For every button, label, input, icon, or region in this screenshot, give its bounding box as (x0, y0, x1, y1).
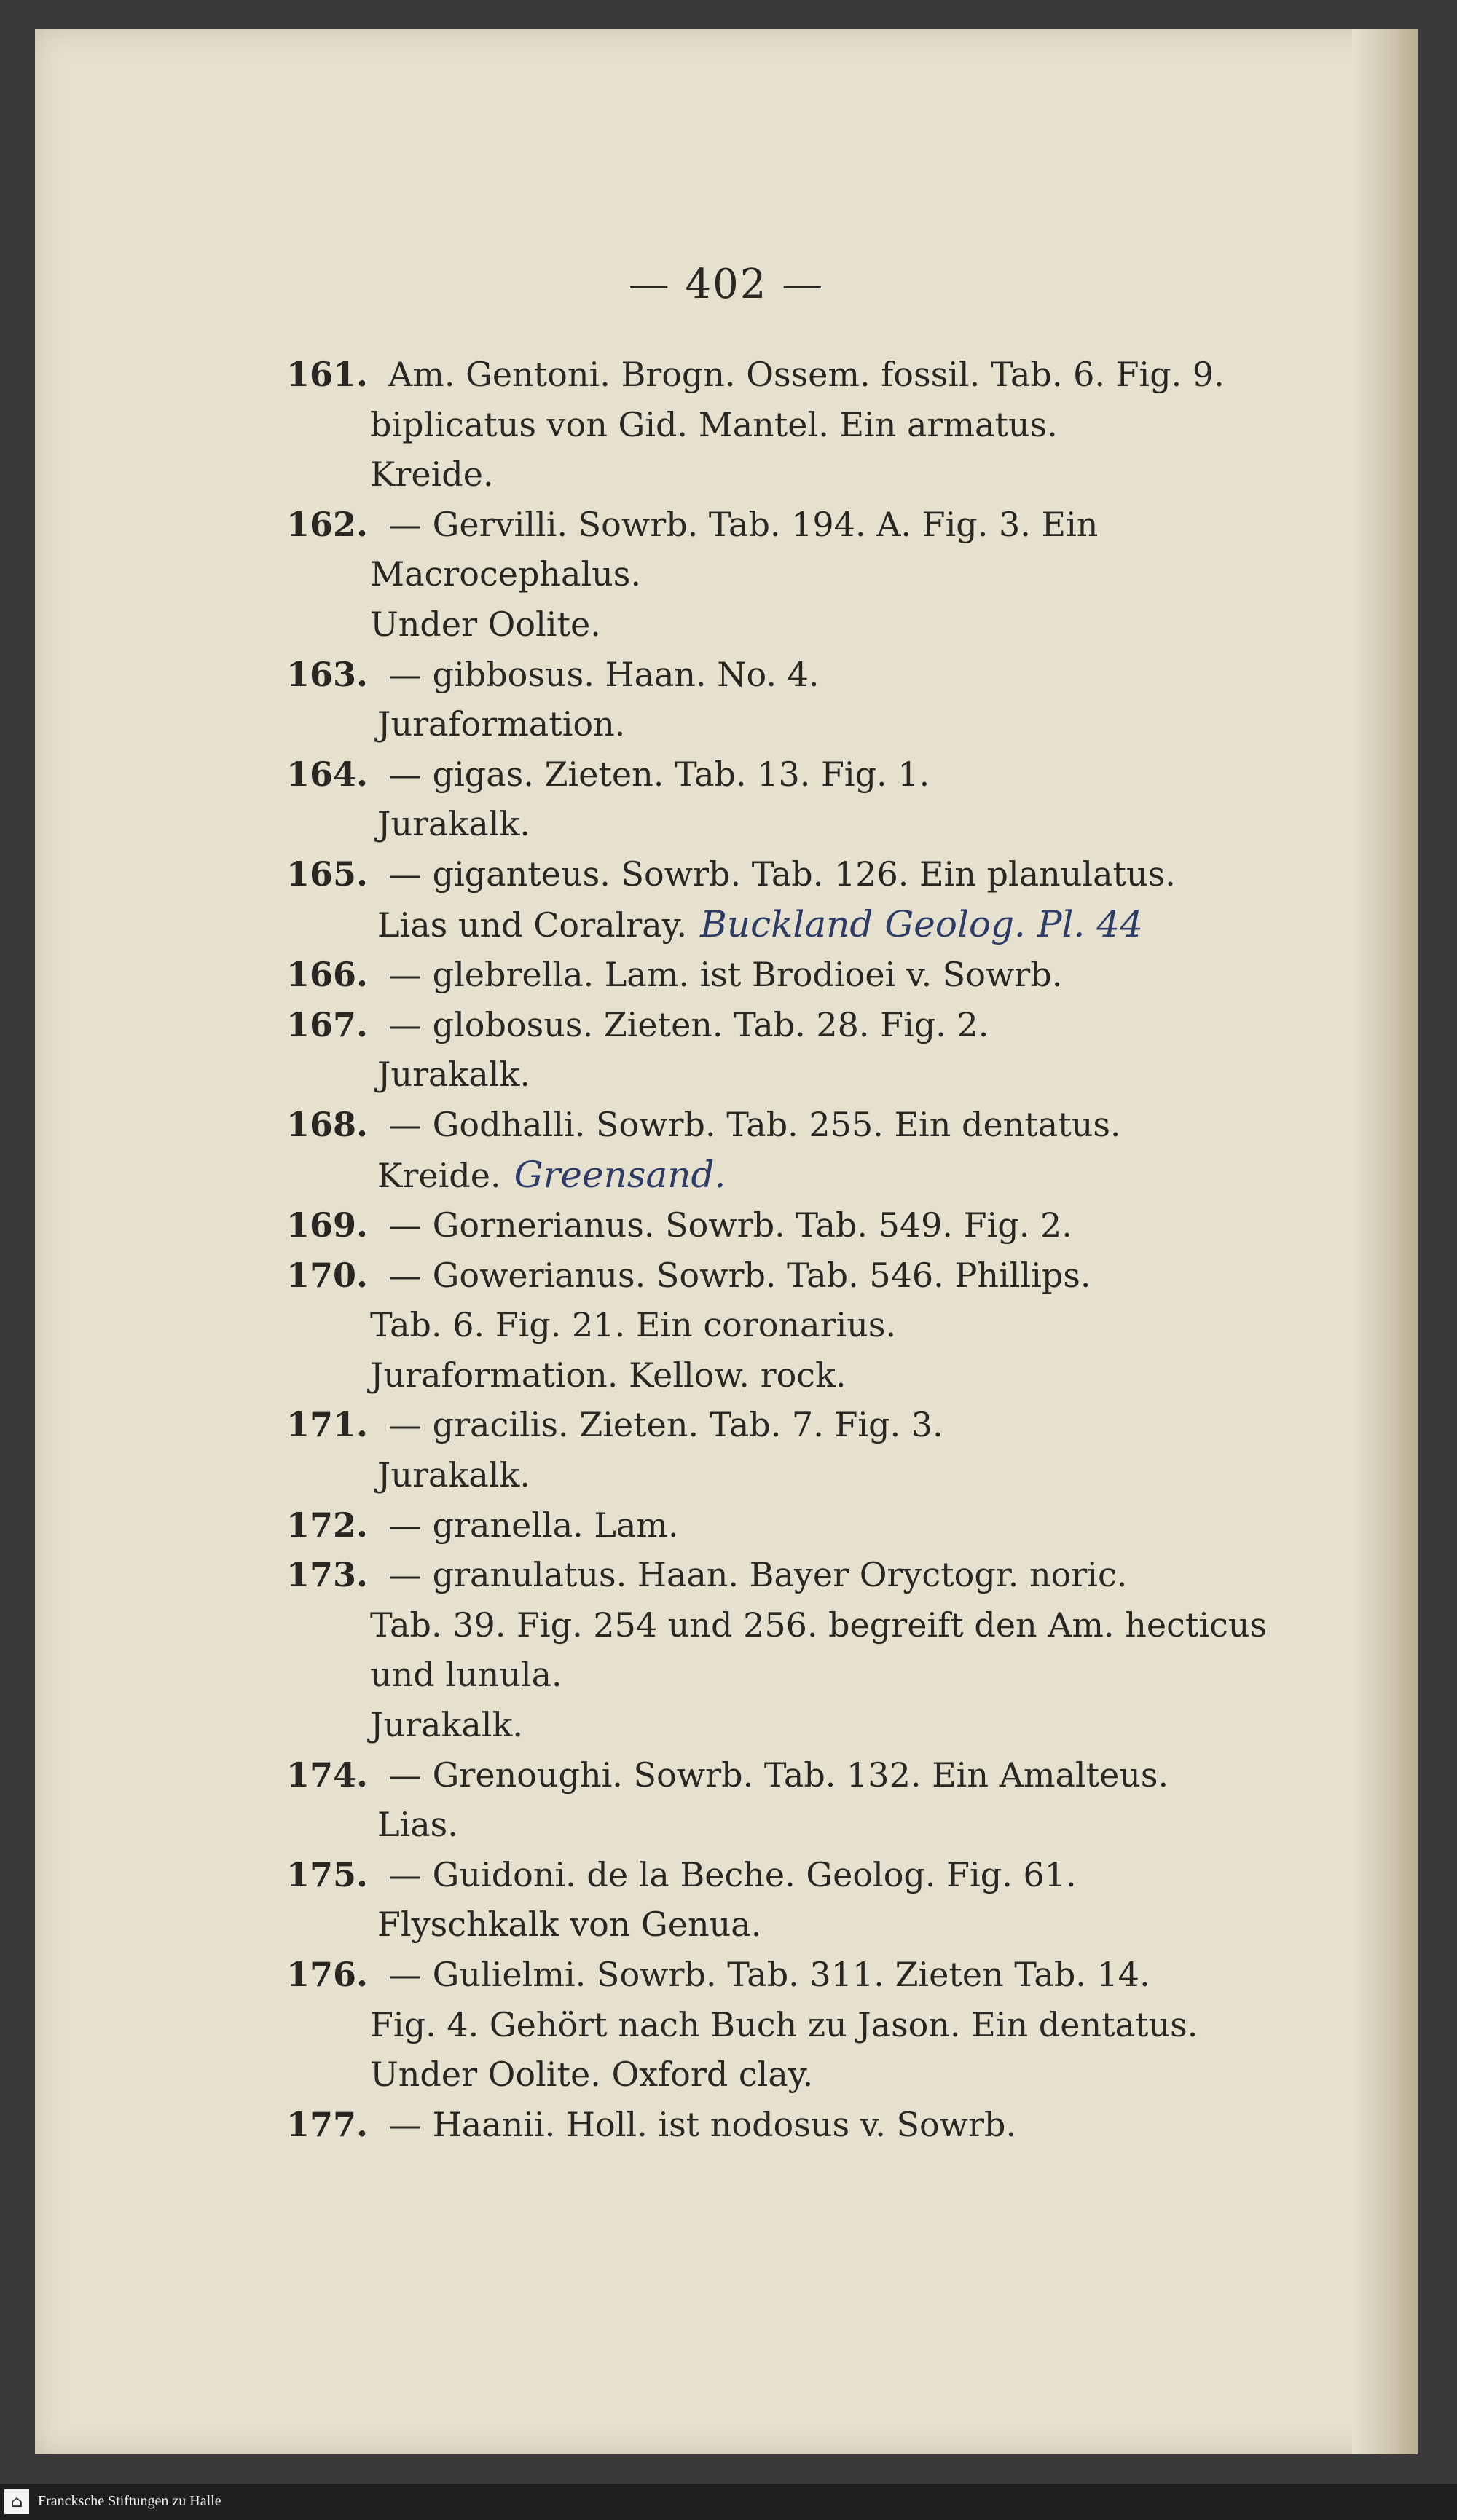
entry-number: 174. (286, 1755, 369, 1795)
entry-text: — Gervilli. Sowrb. Tab. 194. A. Fig. 3. Ein (388, 504, 1099, 544)
entry-161 (286, 350, 1357, 500)
entry-number: 164. (286, 754, 369, 794)
entry-number: 177. (286, 2104, 369, 2144)
entry-174 (286, 1750, 1357, 1850)
entry-168 (286, 1100, 1357, 1200)
entry-heading-line (286, 500, 1357, 550)
entry-text: — gibbosus. Haan. No. 4. (388, 654, 820, 694)
entry-number: 171. (286, 1405, 369, 1445)
entry-continuation-line (286, 1450, 1357, 1500)
entry-text: Jurakalk. (377, 1055, 530, 1095)
entry-continuation-line (286, 1899, 1357, 1950)
entry-166 (286, 950, 1357, 1000)
page-spine-shadow (1352, 29, 1418, 2454)
entry-170 (286, 1251, 1357, 1401)
entry-continuation-line (286, 1050, 1357, 1100)
entry-number: 168. (286, 1104, 369, 1144)
entry-text: Fig. 4. Gehört nach Buch zu Jason. Ein dentatus. (370, 2004, 1198, 2044)
entry-text: biplicatus von Gid. Mantel. Ein armatus. (370, 404, 1058, 444)
entry-text: Tab. 6. Fig. 21. Ein coronarius. (370, 1305, 897, 1345)
entry-text: Under Oolite. (370, 604, 601, 644)
entry-text: Kreide. (370, 454, 494, 495)
entry-heading-line (286, 350, 1357, 400)
entry-text: — Godhalli. Sowrb. Tab. 255. Ein dentatus. (388, 1104, 1121, 1144)
entry-continuation-line (286, 1300, 1357, 1350)
entry-number: 163. (286, 654, 369, 694)
entry-continuation-line (286, 400, 1357, 450)
entry-continuation-line (286, 1650, 1357, 1700)
footer-bar (0, 2484, 1457, 2520)
entry-continuation-line (286, 549, 1357, 599)
entry-continuation-line (286, 2050, 1357, 2100)
entry-171 (286, 1400, 1357, 1500)
entry-heading-line (286, 1750, 1357, 1800)
entry-167 (286, 1000, 1357, 1100)
entry-177 (286, 2100, 1357, 2150)
entry-text: Juraformation. (377, 704, 626, 744)
entry-text: Tab. 39. Fig. 254 und 256. begreift den Am. hecticus (370, 1604, 1268, 1645)
entry-continuation-line (286, 1150, 1357, 1201)
entry-heading-line (286, 1850, 1357, 1900)
entry-heading-line (286, 749, 1357, 800)
entry-heading-line (286, 1500, 1357, 1551)
entry-heading-line (286, 950, 1357, 1000)
entry-163 (286, 650, 1357, 749)
entry-heading-line (286, 1200, 1357, 1251)
entry-text: Jurakalk. (370, 1705, 523, 1745)
entry-number: 169. (286, 1205, 369, 1245)
page-number: — 402 — (628, 261, 825, 308)
entry-continuation-line (286, 1350, 1357, 1401)
entry-text: — glebrella. Lam. ist Brodioei v. Sowrb. (388, 955, 1063, 995)
entry-176 (286, 1950, 1357, 2100)
entry-text: — gracilis. Zieten. Tab. 7. Fig. 3. (388, 1405, 943, 1445)
handwritten-annotation: Greensand. (514, 1153, 726, 1196)
entry-number: 162. (286, 504, 369, 544)
book-page (35, 29, 1418, 2454)
entry-continuation-line (286, 799, 1357, 849)
entry-text: Lias und Coralray. (377, 905, 688, 945)
entry-text: — Haanii. Holl. ist nodosus v. Sowrb. (388, 2104, 1017, 2144)
entry-text: Under Oolite. Oxford clay. (370, 2055, 814, 2095)
entry-text: Am. Gentoni. Brogn. Ossem. fossil. Tab. 6. Fig. 9. (388, 355, 1225, 394)
entry-heading-line (286, 2100, 1357, 2150)
entry-heading-line (286, 1251, 1357, 1301)
entry-heading-line (286, 1950, 1357, 2000)
entry-continuation-line (286, 599, 1357, 650)
entry-number: 166. (286, 955, 369, 995)
entry-number: 165. (286, 854, 369, 894)
entry-text: Macrocephalus. (370, 554, 642, 594)
entry-heading-line (286, 849, 1357, 899)
entry-list (286, 350, 1357, 2149)
entry-text: — Gulielmi. Sowrb. Tab. 311. Zieten Tab. 14. (388, 1955, 1150, 1994)
entry-text: und lunula. (370, 1655, 562, 1695)
entry-173 (286, 1550, 1357, 1749)
entry-continuation-line (286, 899, 1357, 950)
entry-number: 172. (286, 1505, 369, 1545)
entry-text: — gigas. Zieten. Tab. 13. Fig. 1. (388, 754, 930, 794)
entry-text: — Gornerianus. Sowrb. Tab. 549. Fig. 2. (388, 1205, 1072, 1245)
entry-text: Kreide. (377, 1155, 501, 1195)
entry-continuation-line (286, 2000, 1357, 2050)
entry-text: — granulatus. Haan. Bayer Oryctogr. noric. (388, 1555, 1128, 1595)
entry-165 (286, 849, 1357, 950)
entry-number: 170. (286, 1255, 369, 1295)
entry-heading-line (286, 1100, 1357, 1150)
footer-credit: Francksche Stiftungen zu Halle (38, 2493, 221, 2509)
entry-number: 176. (286, 1955, 369, 1994)
entry-text: Juraformation. Kellow. rock. (370, 1355, 847, 1395)
entry-172 (286, 1500, 1357, 1551)
entry-number: 173. (286, 1555, 369, 1595)
entry-continuation-line (286, 699, 1357, 749)
entry-text: — giganteus. Sowrb. Tab. 126. Ein planulatus. (388, 854, 1176, 894)
entry-text: — globosus. Zieten. Tab. 28. Fig. 2. (388, 1004, 989, 1044)
entry-text: — granella. Lam. (388, 1505, 679, 1545)
entry-text: Jurakalk. (377, 804, 530, 844)
entry-continuation-line (286, 1600, 1357, 1650)
entry-continuation-line (286, 1800, 1357, 1850)
entry-164 (286, 749, 1357, 849)
entry-162 (286, 500, 1357, 650)
entry-number: 167. (286, 1004, 369, 1044)
entry-169 (286, 1200, 1357, 1251)
entry-continuation-line (286, 449, 1357, 500)
entry-heading-line (286, 1400, 1357, 1450)
entry-text: Jurakalk. (377, 1455, 530, 1495)
entry-number: 161. (286, 355, 369, 394)
entry-text: Lias. (377, 1805, 458, 1845)
entry-heading-line (286, 1550, 1357, 1600)
entry-text: — Gowerianus. Sowrb. Tab. 546. Phillips. (388, 1255, 1091, 1295)
entry-text: Flyschkalk von Genua. (377, 1905, 762, 1945)
entry-text: — Guidoni. de la Beche. Geolog. Fig. 61. (388, 1854, 1077, 1894)
entry-175 (286, 1850, 1357, 1950)
entry-number: 175. (286, 1854, 369, 1894)
handwritten-annotation: Buckland Geolog. Pl. 44 (700, 902, 1143, 945)
entry-heading-line (286, 1000, 1357, 1050)
entry-text: — Grenoughi. Sowrb. Tab. 132. Ein Amalteus. (388, 1755, 1169, 1795)
entry-heading-line (286, 650, 1357, 700)
library-logo-icon: ⌂ (4, 2489, 29, 2514)
entry-continuation-line (286, 1700, 1357, 1750)
